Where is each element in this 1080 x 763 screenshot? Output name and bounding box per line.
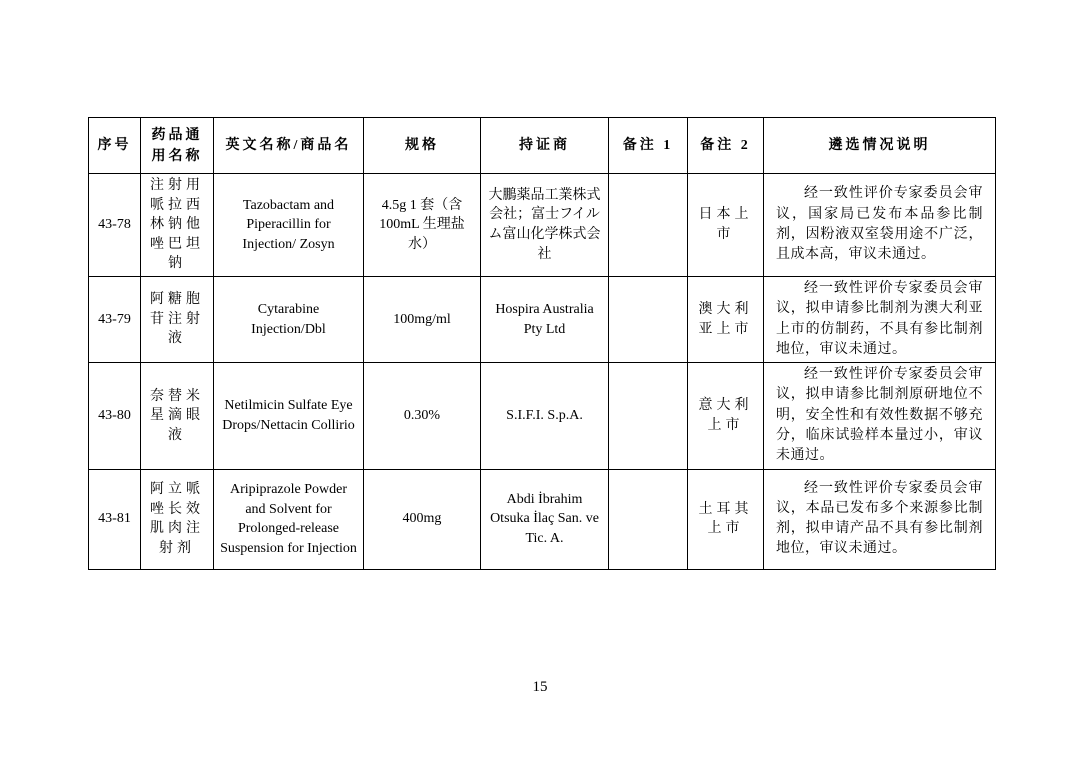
- cell-spec: 0.30%: [364, 363, 481, 469]
- cell-generic-name: 阿糖胞苷注射液: [141, 277, 214, 363]
- col-header-explanation: 遴选情况说明: [764, 118, 996, 174]
- cell-holder: S.I.F.I. S.p.A.: [481, 363, 609, 469]
- cell-note2: 土耳其上市: [688, 469, 764, 569]
- cell-spec: 4.5g 1 套（含 100mL 生理盐水）: [364, 174, 481, 277]
- cell-serial: 43-80: [89, 363, 141, 469]
- col-header-generic-name: 药品通用名称: [141, 118, 214, 174]
- table-row: [89, 277, 996, 363]
- cell-note1: [609, 174, 688, 277]
- cell-note2: 意大利上市: [688, 363, 764, 469]
- cell-explanation: 经一致性评价专家委员会审议，拟申请参比制剂原研地位不明，安全性和有效性数据不够充分，临床试验样本量过小，审议未通过。: [764, 363, 996, 469]
- cell-explanation: 经一致性评价专家委员会审议，拟申请参比制剂为澳大利亚上市的仿制药，不具有参比制剂地位，审议未通过。: [764, 277, 996, 363]
- cell-serial: 43-81: [89, 469, 141, 569]
- cell-generic-name: 注射用哌拉西林钠他唑巴坦钠: [141, 174, 214, 277]
- cell-note2: 日本上市: [688, 174, 764, 277]
- cell-holder: Abdi İbrahim Otsuka İlaç San. ve Tic. A.: [481, 469, 609, 569]
- cell-note1: [609, 277, 688, 363]
- table-row: [89, 174, 996, 277]
- cell-generic-name: 奈替米星滴眼液: [141, 363, 214, 469]
- cell-english-name: Aripiprazole Powder and Solvent for Prolonged-release Suspension for Injection: [214, 469, 364, 569]
- cell-english-name: Netilmicin Sulfate Eye Drops/Nettacin Collirio: [214, 363, 364, 469]
- cell-english-name: Cytarabine Injection/Dbl: [214, 277, 364, 363]
- cell-serial: 43-79: [89, 277, 141, 363]
- cell-explanation: 经一致性评价专家委员会审议，本品已发布多个来源参比制剂，拟申请产品不具有参比制剂地位，审议未通过。: [764, 469, 996, 569]
- drug-review-table: [88, 117, 996, 570]
- table-header-row: [89, 118, 996, 174]
- cell-note1: [609, 469, 688, 569]
- cell-generic-name: 阿立哌唑长效肌肉注射剂: [141, 469, 214, 569]
- col-header-spec: 规格: [364, 118, 481, 174]
- col-header-serial: 序号: [89, 118, 141, 174]
- cell-explanation: 经一致性评价专家委员会审议，国家局已发布本品参比制剂，因粉液双室袋用途不广泛，且成本高，审议未通过。: [764, 174, 996, 277]
- col-header-note2: 备注 2: [688, 118, 764, 174]
- cell-serial: 43-78: [89, 174, 141, 277]
- cell-note1: [609, 363, 688, 469]
- cell-note2: 澳大利亚上市: [688, 277, 764, 363]
- cell-spec: 100mg/ml: [364, 277, 481, 363]
- col-header-note1: 备注 1: [609, 118, 688, 174]
- cell-spec: 400mg: [364, 469, 481, 569]
- col-header-holder: 持证商: [481, 118, 609, 174]
- page-number: 15: [532, 679, 548, 695]
- table-row: [89, 363, 996, 469]
- cell-holder: 大鵬薬品工業株式会社；富士フイルム富山化学株式会社: [481, 174, 609, 277]
- cell-holder: Hospira Australia Pty Ltd: [481, 277, 609, 363]
- table-row: [89, 469, 996, 569]
- cell-english-name: Tazobactam and Piperacillin for Injection/ Zosyn: [214, 174, 364, 277]
- col-header-english-name: 英文名称/商品名: [214, 118, 364, 174]
